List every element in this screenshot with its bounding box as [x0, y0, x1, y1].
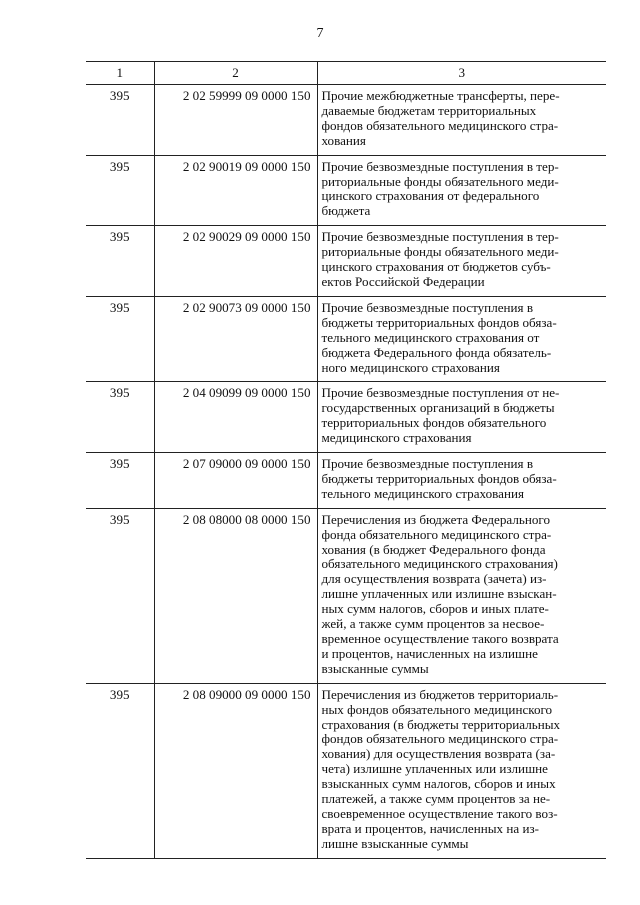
table-row	[86, 85, 606, 156]
page-number: 7	[316, 26, 324, 41]
table-row	[86, 508, 606, 683]
income-name-cell: Прочие безвозмездные поступления от не- государственных организаций в бюджеты территориальных фондов обязательного медицинского страхования	[317, 382, 606, 453]
income-name-cell: Прочие безвозмездные поступления в тер- риториальные фонды обязательного меди- цинского страхования от бюджетов субъ- ектов Российской Федерации	[317, 226, 606, 297]
table-row	[86, 155, 606, 226]
income-name-cell: Прочие безвозмездные поступления в тер- риториальные фонды обязательного меди- цинского страхования от федерального бюджета	[317, 155, 606, 226]
column-header-3: 3	[317, 62, 606, 85]
admin-code-cell: 395	[86, 85, 154, 156]
admin-code-cell: 395	[86, 382, 154, 453]
income-name-cell: Прочие безвозмездные поступления в бюджеты территориальных фондов обяза- тельного медицинского страхования от бюджета Федерального фонда обязатель- ного медицинского страхования	[317, 296, 606, 382]
budget-code-cell: 2 02 90029 09 0000 150	[154, 226, 317, 297]
table-row	[86, 296, 606, 382]
table-row	[86, 683, 606, 858]
admin-code-cell: 395	[86, 453, 154, 509]
table-header-row	[86, 62, 606, 85]
budget-code-cell: 2 08 08000 08 0000 150	[154, 508, 317, 683]
column-header-2: 2	[154, 62, 317, 85]
income-name-cell: Прочие безвозмездные поступления в бюджеты территориальных фондов обяза- тельного медицинского страхования	[317, 453, 606, 509]
budget-codes-table	[86, 61, 606, 859]
income-name-cell: Прочие межбюджетные трансферты, пере- даваемые бюджетам территориальных фондов обязательного медицинского стра- хования	[317, 85, 606, 156]
admin-code-cell: 395	[86, 155, 154, 226]
table-row	[86, 453, 606, 509]
column-header-1: 1	[86, 62, 154, 85]
admin-code-cell: 395	[86, 226, 154, 297]
budget-code-cell: 2 02 59999 09 0000 150	[154, 85, 317, 156]
budget-code-cell: 2 02 90019 09 0000 150	[154, 155, 317, 226]
budget-code-cell: 2 07 09000 09 0000 150	[154, 453, 317, 509]
admin-code-cell: 395	[86, 508, 154, 683]
income-name-cell: Перечисления из бюджета Федерального фонда обязательного медицинского стра- хования (в бюджет Федерального фонда обязательного медицинского страхования) для осуществления возврата (зачета) из- лишне уплаченных или излишне взыскан- ных сумм налогов, сборов и иных плате- жей, а также сумм процентов за несвое- временное осуществление такого возврата и процентов, начисленных на излишне взысканные суммы	[317, 508, 606, 683]
table-row	[86, 382, 606, 453]
budget-code-cell: 2 04 09099 09 0000 150	[154, 382, 317, 453]
budget-code-cell: 2 02 90073 09 0000 150	[154, 296, 317, 382]
budget-code-cell: 2 08 09000 09 0000 150	[154, 683, 317, 858]
income-name-cell: Перечисления из бюджетов территориаль- ных фондов обязательного медицинского страхования (в бюджеты территориальных фондов обязательного медицинского стра- хования) для осуществления возврата (за- чета) излишне уплаченных или излишне взысканных сумм налогов, сборов и иных платежей, а также сумм процентов за не- своевременное осуществление такого воз- врата и процентов, начисленных на из- лишне взысканные суммы	[317, 683, 606, 858]
table-row	[86, 226, 606, 297]
admin-code-cell: 395	[86, 296, 154, 382]
admin-code-cell: 395	[86, 683, 154, 858]
